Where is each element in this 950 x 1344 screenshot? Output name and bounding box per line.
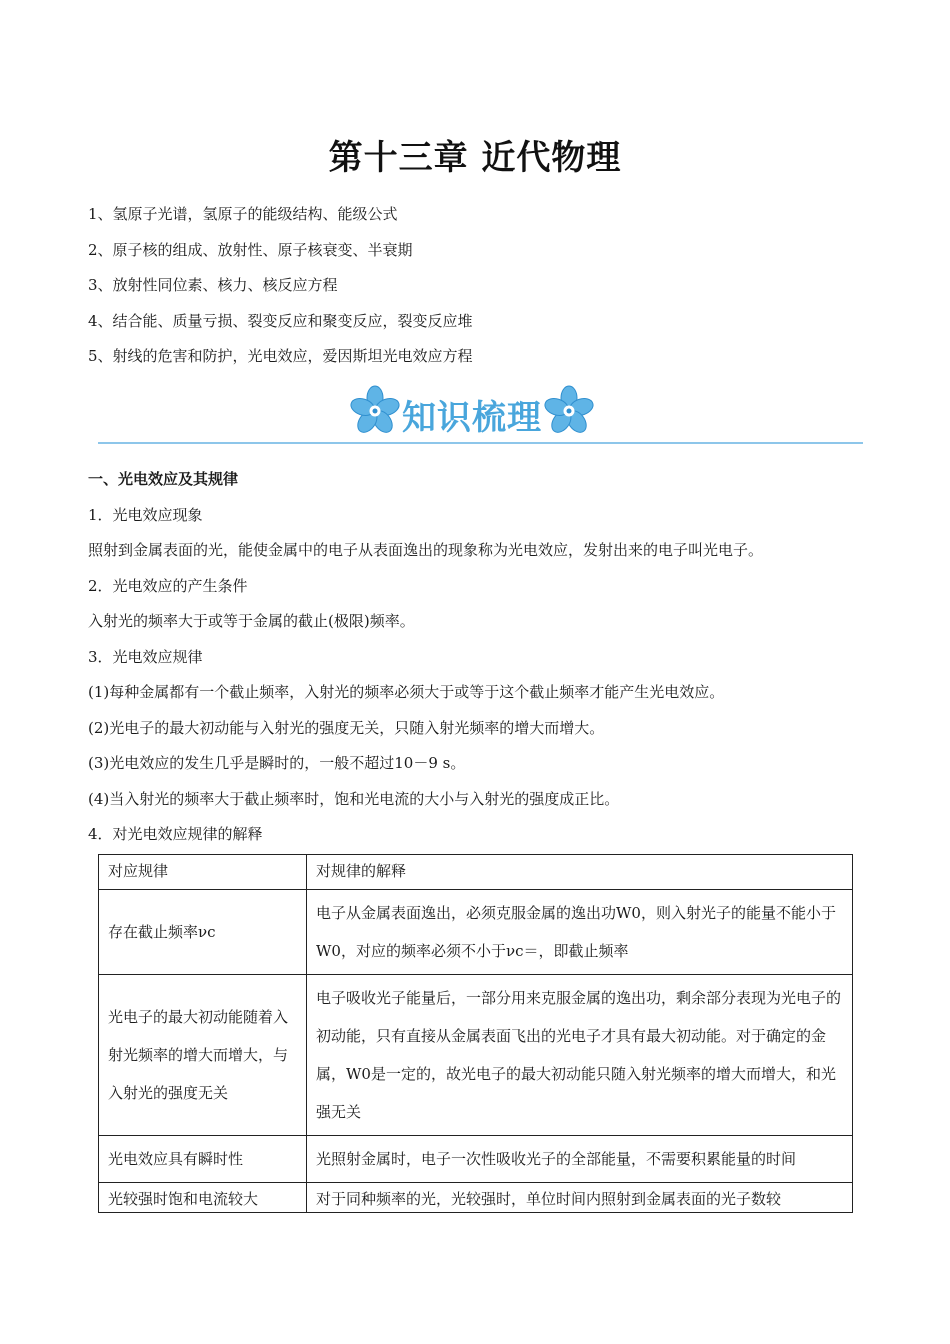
rule-cell: 光较强时饱和电流较大 (99, 1183, 307, 1213)
subheading: 2．光电效应的产生条件 (88, 576, 248, 595)
subheading: 3．光电效应规律 (88, 647, 203, 666)
explanation-table (98, 854, 853, 1213)
table-row (99, 975, 853, 1136)
chapter-outline (88, 200, 473, 378)
paragraph: (2)光电子的最大初动能与入射光的强度无关，只随入射光频率的增大而增大。 (88, 718, 605, 737)
paragraph: 入射光的频率大于或等于金属的截止(极限)频率。 (88, 612, 415, 630)
subheading: 1．光电效应现象 (88, 505, 203, 524)
sakura-flower-icon (348, 384, 402, 438)
table-row (99, 890, 853, 975)
table-header-row (99, 855, 853, 890)
outline-item: 2、原子核的组成、放射性、原子核衰变、半衰期 (88, 240, 413, 259)
outline-item: 1、氢原子光谱，氢原子的能级结构、能级公式 (88, 205, 398, 223)
banner-divider (98, 442, 863, 444)
outline-item: 5、射线的危害和防护，光电效应，爱因斯坦光电效应方程 (88, 347, 473, 365)
rule-cell: 光电子的最大初动能随着入射光频率的增大而增大，与入射光的强度无关 (99, 975, 307, 1136)
paragraph: (1)每种金属都有一个截止频率，入射光的频率必须大于或等于这个截止频率才能产生光电效应。 (88, 683, 725, 701)
table-row (99, 1136, 853, 1183)
explanation-cell: 光照射金属时，电子一次性吸收光子的全部能量，不需要积累能量的时间 (307, 1136, 853, 1183)
paragraph: (4)当入射光的频率大于截止频率时，饱和光电流的大小与入射光的强度成正比。 (88, 789, 620, 808)
table-header-cell: 对应规律 (99, 855, 307, 890)
paragraph: 照射到金属表面的光，能使金属中的电子从表面逸出的现象称为光电效应，发射出来的电子叫光电子。 (88, 541, 764, 559)
rule-cell: 存在截止频率νc (99, 890, 307, 975)
sakura-flower-icon (542, 384, 596, 438)
section-heading: 一、光电效应及其规律 (88, 470, 239, 488)
explanation-cell: 对于同种频率的光，光较强时，单位时间内照射到金属表面的光子数较 (307, 1183, 853, 1213)
banner-title: 知识梳理 (402, 398, 542, 438)
outline-item: 3、放射性同位素、核力、核反应方程 (88, 276, 338, 294)
chapter-title: 第十三章 近代物理 (328, 138, 622, 178)
section-body (88, 466, 868, 857)
explanation-cell: 电子吸收光子能量后，一部分用来克服金属的逸出功，剩余部分表现为光电子的初动能，只有直接从金属表面飞出的光电子才具有最大初动能。对于确定的金属，W0是一定的，故光电子的最大初动能只随入射光频率的增大而增大，和光强无关 (307, 975, 853, 1136)
rule-cell: 光电效应具有瞬时性 (99, 1136, 307, 1183)
table-row (99, 1183, 853, 1213)
paragraph: (3)光电效应的发生几乎是瞬时的，一般不超过10－9 s。 (88, 754, 466, 772)
explanation-cell: 电子从金属表面逸出，必须克服金属的逸出功W0，则入射光子的能量不能小于W0，对应的频率必须不小于νc＝，即截止频率 (307, 890, 853, 975)
outline-item: 4、结合能、质量亏损、裂变反应和聚变反应，裂变反应堆 (88, 311, 473, 330)
section-banner (0, 378, 950, 440)
table-header-cell: 对规律的解释 (307, 855, 853, 890)
subheading: 4．对光电效应规律的解释 (88, 825, 263, 843)
